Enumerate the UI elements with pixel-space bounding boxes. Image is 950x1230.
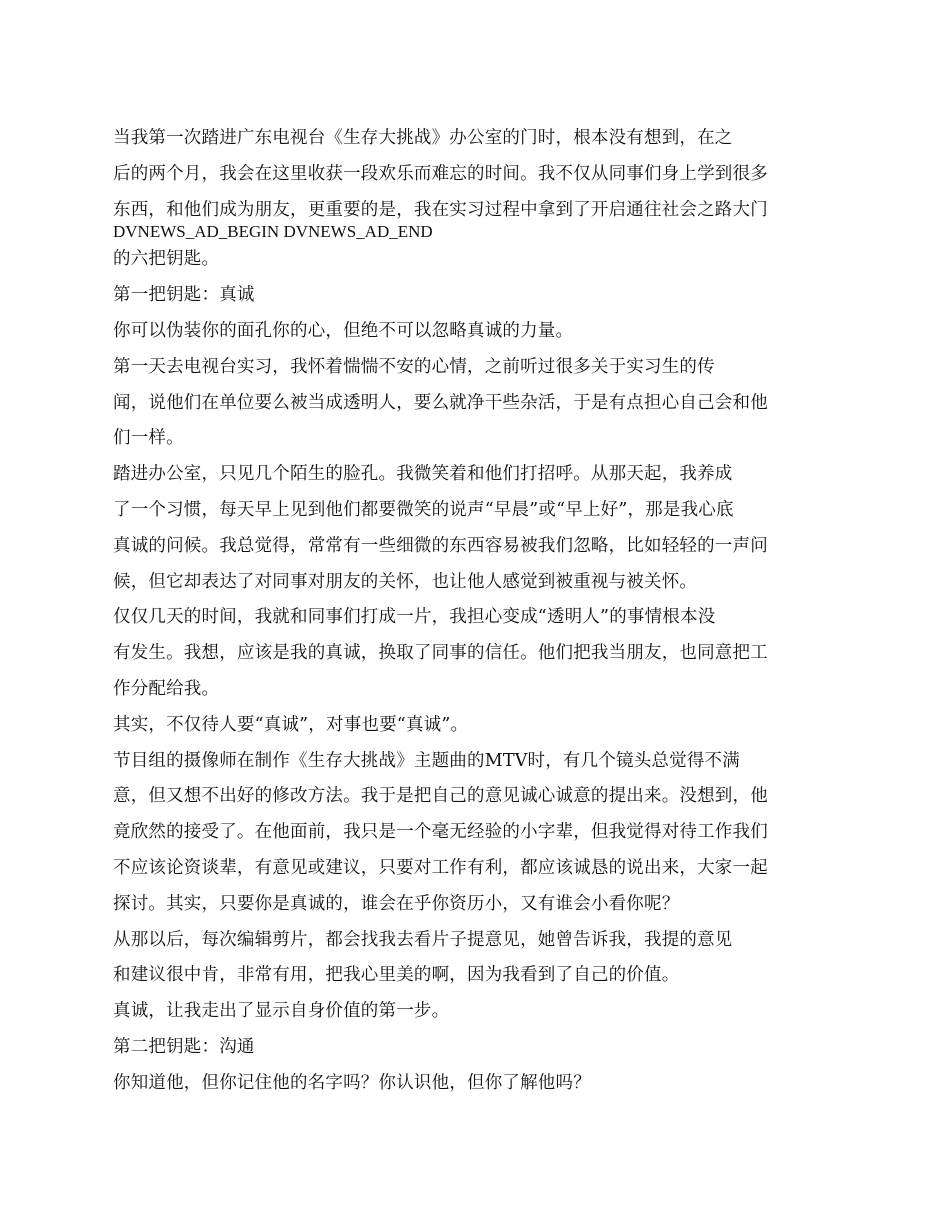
text-line: 东西，和他们成为朋友，更重要的是，我在实习过程中拿到了开启通往社会之路大门 (113, 199, 768, 220)
text-line: 其实，不仅待人要“真诚”，对事也要“真诚”。 (113, 714, 469, 735)
section-heading-key-1: 第一把钥匙：真诚 (113, 285, 255, 306)
text-line: 闻，说他们在单位要么被当成透明人，要么就净干些杂活，于是有点担心自己会和他 (113, 392, 768, 413)
text-line: 真诚，让我走出了显示自身价值的第一步。 (113, 1001, 450, 1022)
section-heading-key-2: 第二把钥匙：沟通 (113, 1036, 255, 1057)
text-line: 有发生。我想，应该是我的真诚，换取了同事的信任。他们把我当朋友，也同意把工 (113, 643, 768, 664)
text-line: 的六把钥匙。 (113, 249, 220, 270)
text-line: 作分配给我。 (113, 678, 220, 699)
text-line: 真诚的问候。我总觉得，常常有一些细微的东西容易被我们忽略，比如轻轻的一声问 (113, 535, 768, 556)
text-line: 节目组的摄像师在制作《生存大挑战》主题曲的MTV时，有几个镜头总觉得不满 (113, 750, 740, 771)
document-body (113, 121, 813, 1102)
text-line: 从那以后，每次编辑剪片，都会找我去看片子提意见，她曾告诉我，我提的意见 (113, 929, 733, 950)
text-line: 踏进办公室，只见几个陌生的脸孔。我微笑着和他们打招呼。从那天起，我养成 (113, 464, 733, 485)
text-line: 探讨。其实，只要你是真诚的，谁会在乎你资历小，又有谁会小看你呢？ (113, 893, 680, 914)
text-line: 了一个习惯，每天早上见到他们都要微笑的说声“早晨”或“早上好”，那是我心底 (113, 499, 734, 520)
text-line: 候，但它却表达了对同事对朋友的关怀，也让他人感觉到被重视与被关怀。 (113, 571, 698, 592)
text-line: 当我第一次踏进广东电视台《生存大挑战》办公室的门时，根本没有想到，在之 (113, 128, 733, 148)
text-line: 你知道他，但你记住他的名字吗？你认识他，但你了解他吗？ (113, 1072, 591, 1093)
text-line: 不应该论资谈辈，有意见或建议，只要对工作有利，都应该诚恳的说出来，大家一起 (113, 857, 768, 878)
text-line: 后的两个月，我会在这里收获一段欢乐而难忘的时间。我不仅从同事们身上学到很多 (113, 163, 768, 184)
text-line: 意，但又想不出好的修改方法。我于是把自己的意见诚心诚意的提出来。没想到，他 (113, 786, 768, 807)
text-line: 竟欣然的接受了。在他面前，我只是一个毫无经验的小字辈，但我觉得对待工作我们 (113, 822, 768, 843)
text-line: 你可以伪装你的面孔你的心，但绝不可以忽略真诚的力量。 (113, 320, 574, 341)
text-line: 仅仅几天的时间，我就和同事们打成一片，我担心变成“透明人”的事情根本没 (113, 607, 716, 628)
ad-marker-text: DVNEWS_AD_BEGIN DVNEWS_AD_END (113, 222, 433, 242)
text-line: 们一样。 (113, 428, 184, 449)
text-line: 第一天去电视台实习，我怀着惴惴不安的心情，之前听过很多关于实习生的传 (113, 356, 715, 377)
text-line: 和建议很中肯，非常有用，把我心里美的啊，因为我看到了自己的价值。 (113, 965, 680, 986)
